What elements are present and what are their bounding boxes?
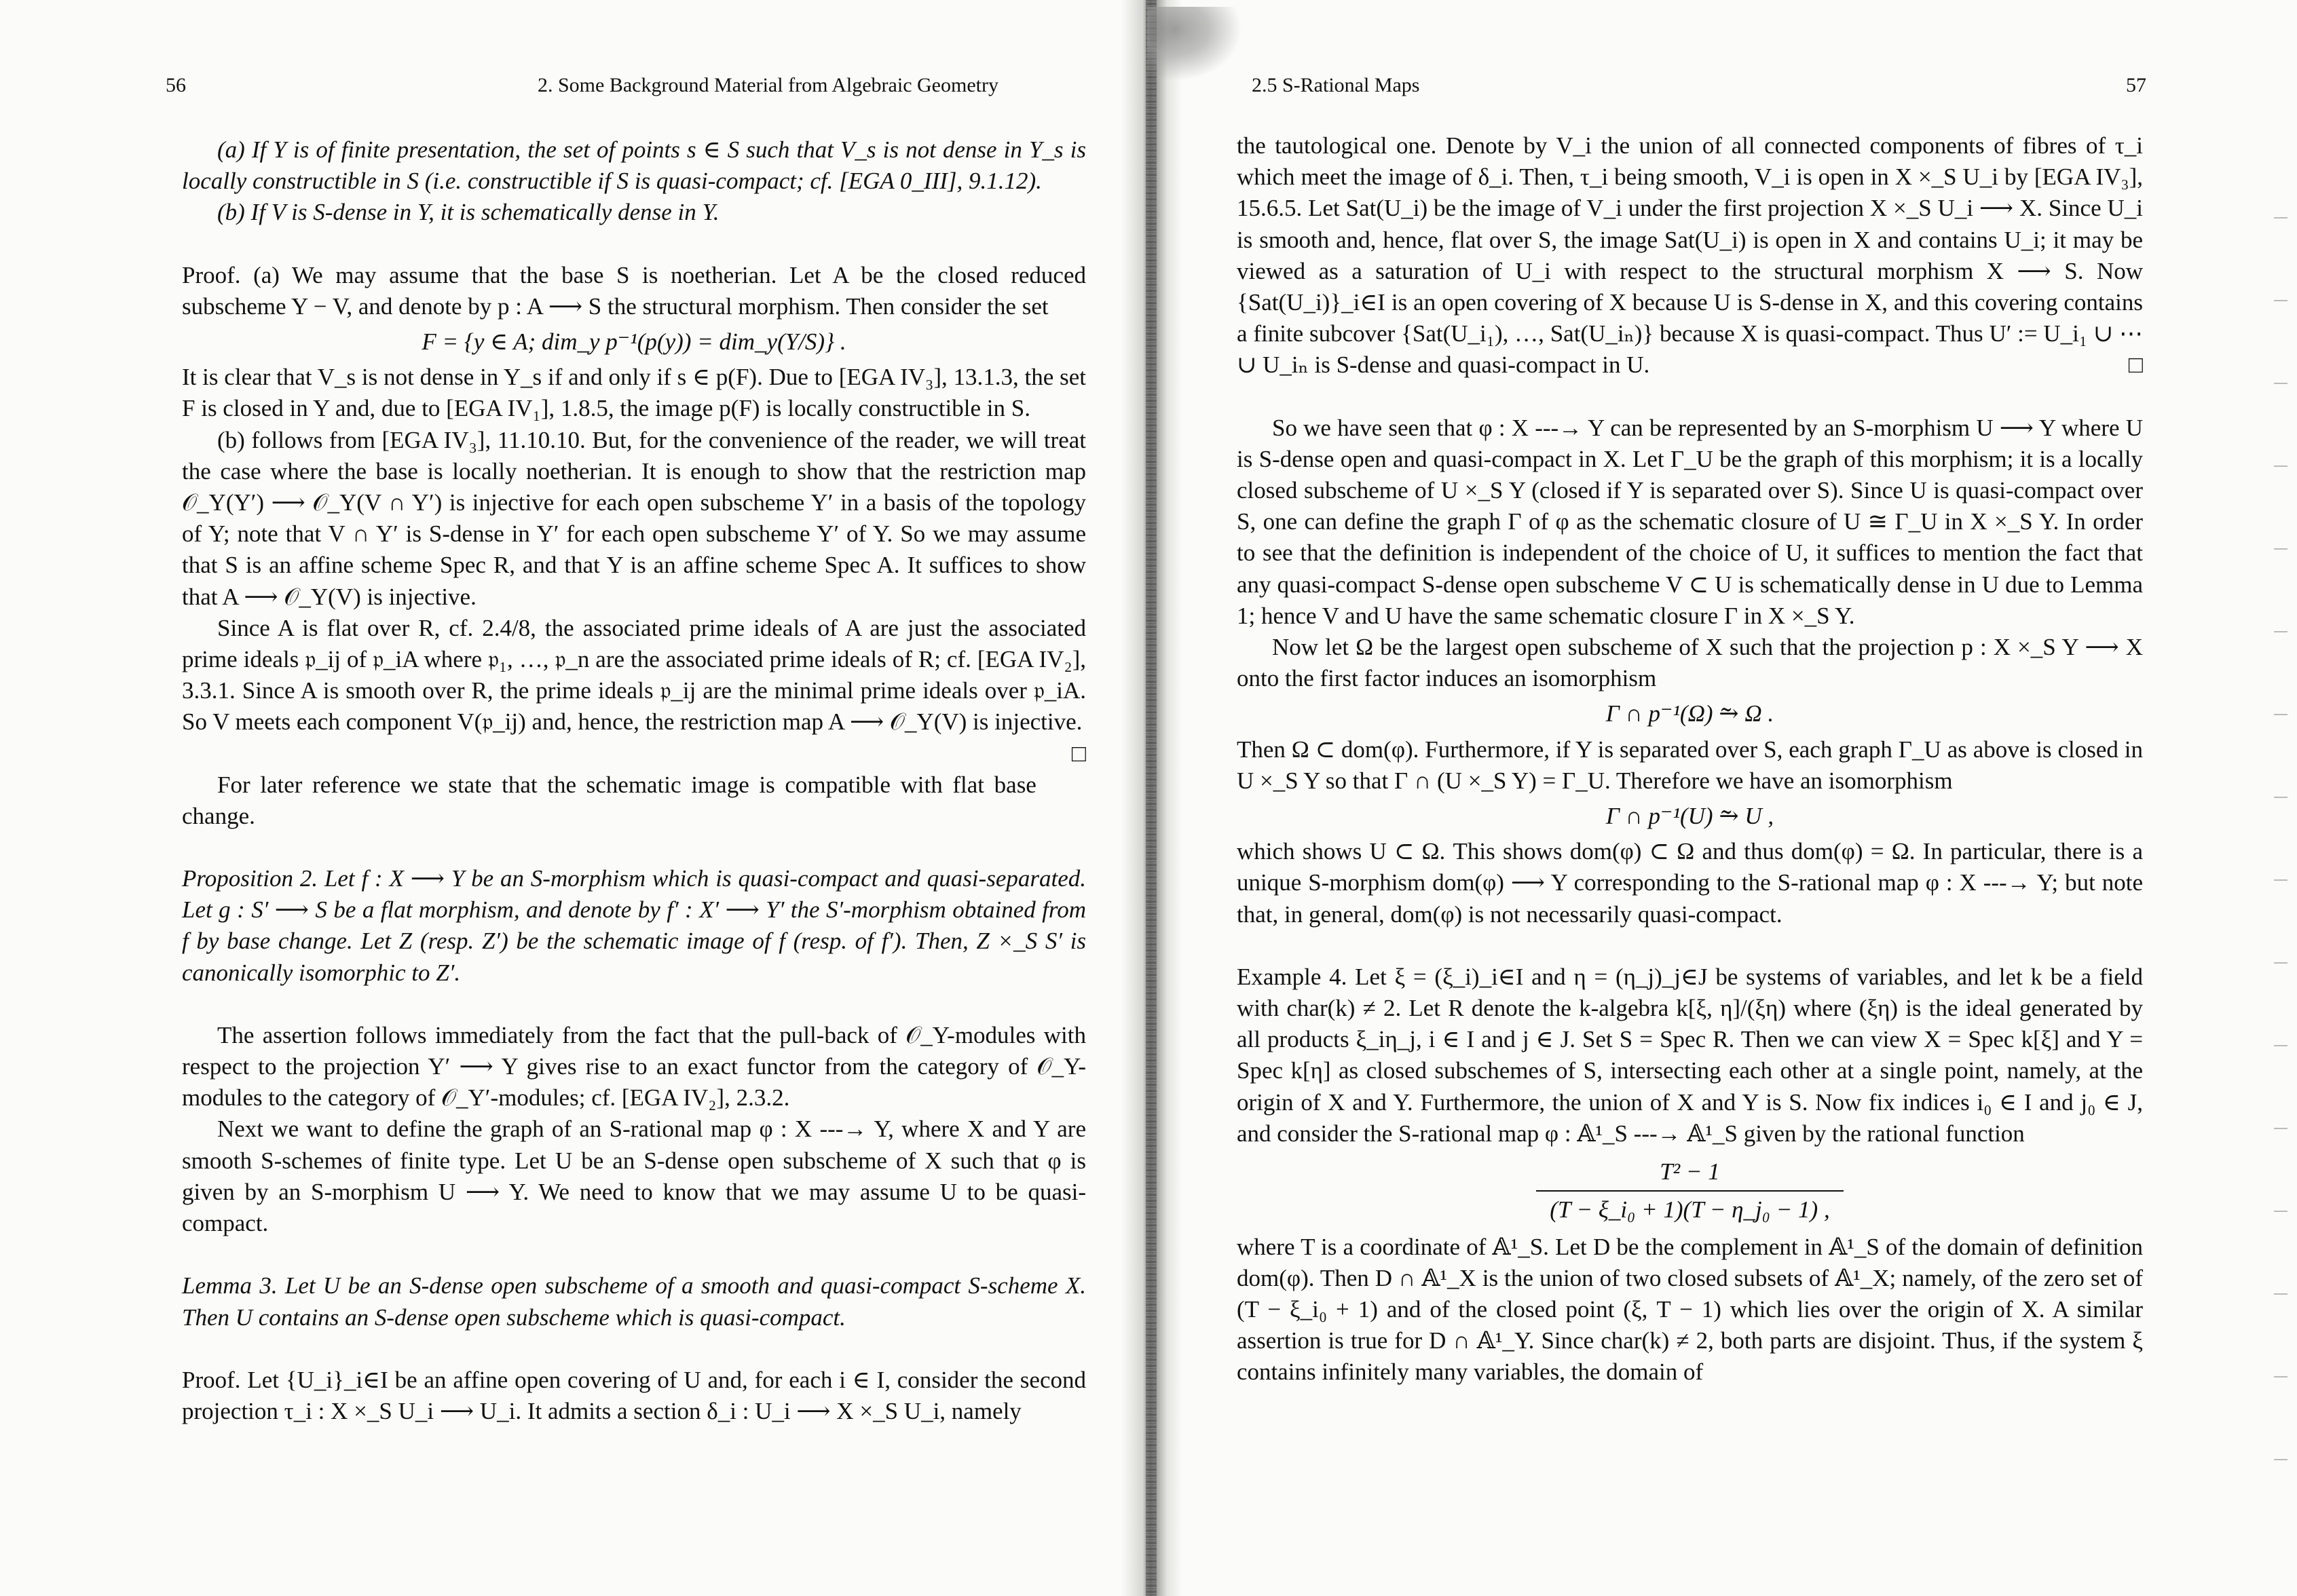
paragraph-unique: which shows U ⊂ Ω. This shows dom(φ) ⊂ Ω and thus dom(φ) = Ω. In particular, there is a unique S-morphism dom(φ) ⟶ Y corresponding to the S-rational map φ : X ---→ Y; but note that, in general, dom(φ) is not necessarily quasi-compact. — [1237, 838, 2143, 928]
lemma-3: Lemma 3. Let U be an S-dense open subscheme of a smooth and quasi-compact S-scheme X. Then U contains an S-dense open subscheme which is quasi-compact. — [182, 1272, 1086, 1331]
proof-paragraph: Proof. (a) We may assume that the base S is noetherian. Let A be the closed reduced subscheme Y − V, and denote by p : A ⟶ S the structural morphism. Then consider the set — [182, 261, 1086, 320]
right-page-body — [1237, 130, 2143, 1388]
paragraph-tautological — [1237, 130, 2143, 381]
equation-f: F = {y ∈ A; dim_y p⁻¹(p(y)) = dim_y(Y/S)} . — [422, 328, 846, 356]
fraction-numerator: T² − 1 — [1660, 1158, 1720, 1185]
left-page-body — [182, 134, 1086, 1427]
right-page — [1148, 0, 2297, 1596]
margin-marks — [2274, 136, 2287, 1493]
paragraph-graph: Next we want to define the graph of an S-rational map φ : X ---→ Y, where X and Y are smooth S-schemes of finite type. Let U be an S-dense open subscheme of X such that φ is given by an S-morphism U ⟶ Y. We need to know that we may assume U to be quasi-compact. — [182, 1116, 1086, 1237]
qed-symbol: □ — [2128, 352, 2143, 379]
gutter-binding — [1146, 0, 1157, 1596]
fraction-denominator-text: (T − ξ_i₀ + 1)(T − η_j₀ − 1) — [1550, 1196, 1818, 1223]
fraction-denominator — [1536, 1190, 1843, 1226]
paragraph-graph-definition: So we have seen that φ : X ---→ Y can be represented by an S-morphism U ⟶ Y where U is S-dense open and quasi-compact in X. Let Γ_U be the graph of this morphism; it is a locally closed subscheme of U ×_S Y (closed if Y is separated over S). Since U is quasi-compact over S, one can define the graph Γ of φ as the schematic closure of U ≅ Γ_U in X ×_S Y. In order to see that the definition is independent of the choice of U, it suffices to mention the fact that any quasi-compact S-dense open subscheme V ⊂ U is schematically dense in U due to Lemma 1; hence V and U have the same schematic closure Γ in X ×_S Y. — [1237, 414, 2143, 629]
paragraph-later-reference: For later reference we state that the schematic image is compatible with flat base change. — [182, 771, 1037, 829]
paragraph-assertion: The assertion follows immediately from the fact that the pull-back of 𝒪_Y-modules with respect to the projection Y′ ⟶ Y gives rise to an exact functor from the category of 𝒪_Y-modules to the category of 𝒪_Y′-modules; cf. [EGA IV₂], 2.3.2. — [182, 1021, 1086, 1112]
equation-u: Γ ∩ p⁻¹(U) ⥲ U , — [1605, 803, 1774, 830]
example-4: Example 4. Let ξ = (ξ_i)_i∈I and η = (η_j)_j∈J be systems of variables, and let k be a field with char(k) ≠ 2. Let R denote the k-algebra k[ξ, η]/(ξη) where (ξη) is the ideal generated by all products ξ_iη_j, i ∈ I and j ∈ J. Set S = Spec R. Then we can view X = Spec k[ξ] and Y = Spec k[η] as closed subschemes of S, intersecting each other at a single point, namely, at the origin of X and Y. Furthermore, the union of X and Y is S. Now fix indices i₀ ∈ I and j₀ ∈ J, and consider the S-rational map φ : 𝔸¹_S ---→ 𝔸¹_S given by the rational function — [1237, 963, 2143, 1147]
rational-function — [1237, 1156, 2143, 1226]
page-number: 57 — [2126, 74, 2146, 96]
equation-omega: Γ ∩ p⁻¹(Ω) ⥲ Ω . — [1605, 700, 1774, 727]
paragraph-b-proof: (b) follows from [EGA IV₃], 11.10.10. But, for the convenience of the reader, we will treat the case where the base is locally noetherian. It is enough to show that the restriction map 𝒪_Y(Y′) ⟶ 𝒪_Y(V ∩ Y′) is injective for each open subscheme Y′ in a basis of the topology of Y; note that V ∩ Y′ is S-dense in Y′ for each open subscheme Y′ of Y. So we may assume that S is an affine scheme Spec R, and that Y is an affine scheme Spec A. It suffices to show that A ⟶ 𝒪_Y(V) is injective. — [182, 426, 1086, 610]
paragraph-tautological-text: the tautological one. Denote by V_i the union of all connected components of fibres of τ_i which meet the image of δ_i. Then, τ_i being smooth, V_i is open in X ×_S U_i by [EGA IV₃], 15.6.5. Let Sat(U_i) be the image of V_i under the first projection X ×_S U_i ⟶ X. Since U_i is smooth and, hence, flat over S, the image Sat(U_i) is open in X and contains U_i; it may be viewed as a saturation of U_i with respect to the structural morphism X ⟶ S. Now {Sat(U_i)}_i∈I is an open covering of X because U is S-dense in X, and this covering contains a finite subcover {Sat(U_i₁), …, Sat(U_iₙ)} because X is quasi-compact. Thus U′ := U_i₁ ∪ ⋯ ∪ U_iₙ is S-dense and quasi-compact in U. — [1237, 132, 2143, 379]
paragraph-a: (a) If Y is of finite presentation, the set of points s ∈ S such that V_s is not dense in Y_s is locally constructible in S (i.e. constructible if S is quasi-compact; cf. [EGA 0_III], 9.1.12). — [182, 136, 1086, 195]
paragraph-dom: Then Ω ⊂ dom(φ). Furthermore, if Y is separated over S, each graph Γ_U as above is closed in U ×_S Y so that Γ ∩ (U ×_S Y) = Γ_U. Therefore we have an isomorphism — [1237, 736, 2143, 794]
fraction-comma: , — [1823, 1196, 1830, 1223]
scan-shadow — [1147, 7, 1242, 81]
proposition-2: Proposition 2. Let f : X ⟶ Y be an S-morphism which is quasi-compact and quasi-separated. Let g : S′ ⟶ S be a flat morphism, and denote by f′ : X′ ⟶ Y′ the S′-morphism obtained from f by base change. Let Z (resp. Z′) be the schematic image of f (resp. of f′). Then, Z ×_S S′ is canonically isomorphic to Z′. — [182, 865, 1086, 986]
paragraph-coordinate: where T is a coordinate of 𝔸¹_S. Let D be the complement in 𝔸¹_S of the domain of definition dom(φ). Then D ∩ 𝔸¹_X is the union of two closed subsets of 𝔸¹_X; namely, of the zero set of (T − ξ_i₀ + 1) and of the closed point (ξ, T − 1) which lies over the origin of X. A similar assertion is true for D ∩ 𝔸¹_Y. Since char(k) ≠ 2, both parts are disjoint. Thus, if the system ξ contains infinitely many variables, the domain of — [1237, 1233, 2143, 1386]
paragraph-dense: It is clear that V_s is not dense in Y_s if and only if s ∈ p(F). Due to [EGA IV₃], 13.1.3, the set F is closed in Y and, due to [EGA IV₁], 1.8.5, the image p(F) is locally constructible in S. — [182, 364, 1086, 422]
proof-lemma-3: Proof. Let {U_i}_i∈I be an affine open covering of U and, for each i ∈ I, consider the second projection τ_i : X ×_S U_i ⟶ U_i. It admits a section δ_i : U_i ⟶ X ×_S U_i, namely — [182, 1366, 1086, 1424]
left-page — [0, 0, 1148, 1596]
running-head: 2.5 S-Rational Maps — [1252, 74, 1420, 96]
page-number: 56 — [166, 74, 186, 96]
running-head: 2. Some Background Material from Algebraic Geometry — [538, 74, 998, 96]
paragraph-flat-text: Since A is flat over R, cf. 2.4/8, the associated prime ideals of A are just the associated prime ideals 𝔭_ij of 𝔭_iA where 𝔭₁, …, 𝔭_n are the associated prime ideals of R; cf. [EGA IV₂], 3.3.1. Since A is smooth over R, the prime ideals 𝔭_ij are the minimal prime ideals over 𝔭_iA. So V meets each component V(𝔭_ij) and, hence, the restriction map A ⟶ 𝒪_Y(V) is injective. — [182, 614, 1086, 736]
paragraph-b: (b) If V is S-dense in Y, it is schematically dense in Y. — [217, 199, 720, 226]
paragraph-flat — [182, 613, 1086, 767]
paragraph-omega: Now let Ω be the largest open subscheme of X such that the projection p : X ×_S Y ⟶ X onto the first factor induces an isomorphism — [1237, 634, 2143, 692]
qed-symbol: □ — [1071, 740, 1086, 767]
